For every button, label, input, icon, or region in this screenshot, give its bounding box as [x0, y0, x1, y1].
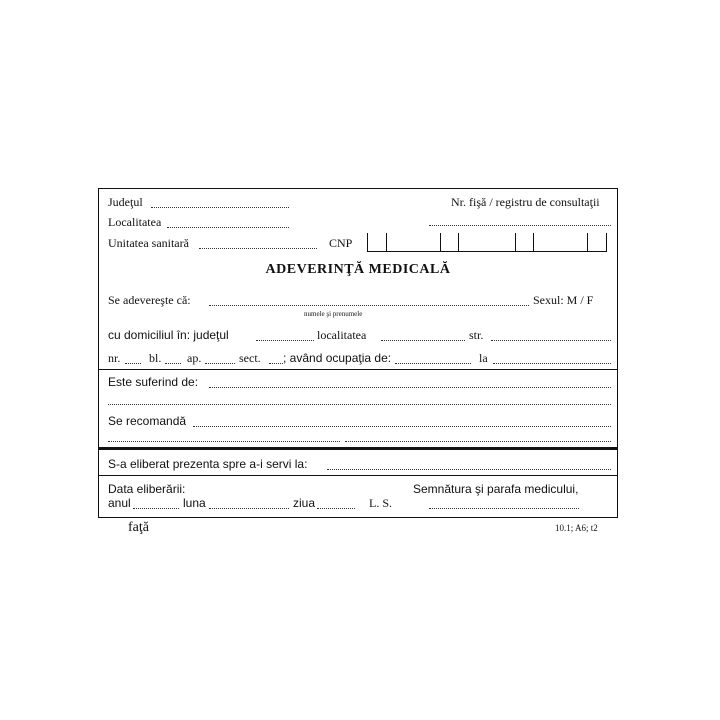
loc-munca-field[interactable]	[493, 363, 611, 364]
recomandare-field[interactable]	[193, 426, 611, 427]
strada-field[interactable]	[491, 340, 611, 341]
domiciliu-label: cu domiciliul în: judeţul	[108, 328, 229, 342]
document-title: ADEVERINŢĂ MEDICALĂ	[265, 262, 451, 277]
scop-field[interactable]	[327, 469, 611, 470]
bl-field[interactable]	[165, 363, 181, 364]
nr-fisa-field[interactable]	[429, 225, 611, 226]
sect-field[interactable]	[269, 363, 283, 364]
la-label: la	[479, 351, 488, 365]
semnatura-label: Semnătura şi parafa medicului,	[413, 482, 579, 496]
nume-hint: numele şi prenumele	[304, 310, 363, 318]
ap-field[interactable]	[205, 363, 235, 364]
bl-label: bl.	[149, 351, 162, 365]
ocupatie-label: ; având ocupaţia de:	[283, 351, 392, 365]
judet-field[interactable]	[151, 207, 289, 208]
unitate-sanitara-label: Unitatea sanitară	[108, 236, 189, 250]
localitate-label: Localitatea	[108, 215, 162, 229]
domiciliu-judet-field[interactable]	[256, 340, 314, 341]
sect-label: sect.	[239, 351, 261, 365]
section-divider-thick	[99, 447, 617, 450]
ocupatie-field[interactable]	[395, 363, 471, 364]
sexul-label: Sexul: M / F	[533, 293, 594, 307]
luna-field[interactable]	[209, 508, 289, 509]
suferind-label: Este suferind de:	[108, 375, 199, 389]
nr-label: nr.	[108, 351, 121, 365]
section-divider	[99, 475, 617, 476]
recomanda-label: Se recomandă	[108, 414, 187, 428]
str-label: str.	[469, 328, 484, 342]
recomandare-field-line2a[interactable]	[108, 441, 340, 442]
anul-label: anul	[108, 496, 131, 510]
cnp-label: CNP	[329, 236, 353, 250]
side-label: faţă	[128, 520, 149, 535]
ls-label: L. S.	[369, 496, 393, 510]
ziua-field[interactable]	[317, 508, 355, 509]
judet-label: Judeţul	[108, 195, 143, 209]
form-code: 10.1; A6; t2	[555, 523, 598, 533]
nr-field[interactable]	[125, 363, 141, 364]
diagnostic-field-line2[interactable]	[108, 404, 611, 405]
luna-label: luna	[183, 496, 206, 510]
diagnostic-field[interactable]	[209, 387, 611, 388]
domiciliu-localitate-field[interactable]	[381, 340, 465, 341]
medical-certificate-form	[98, 188, 618, 518]
eliberat-label: S-a eliberat prezenta spre a-i servi la:	[108, 457, 308, 471]
ziua-label: ziua	[293, 496, 316, 510]
nume-prenume-field[interactable]	[209, 305, 529, 306]
localitatea2-label: localitatea	[317, 328, 367, 342]
section-divider	[99, 369, 617, 370]
se-adevereste-label: Se adevereşte că:	[108, 293, 191, 307]
ap-label: ap.	[187, 351, 202, 365]
localitate-field[interactable]	[167, 227, 289, 228]
data-eliberarii-label: Data eliberării:	[108, 482, 186, 496]
recomandare-field-line2b[interactable]	[345, 441, 611, 442]
nr-fisa-label: Nr. fişă / registru de consultaţii	[451, 195, 600, 209]
unitate-sanitara-field[interactable]	[199, 248, 317, 249]
anul-field[interactable]	[133, 508, 179, 509]
semnatura-field[interactable]	[429, 508, 579, 509]
